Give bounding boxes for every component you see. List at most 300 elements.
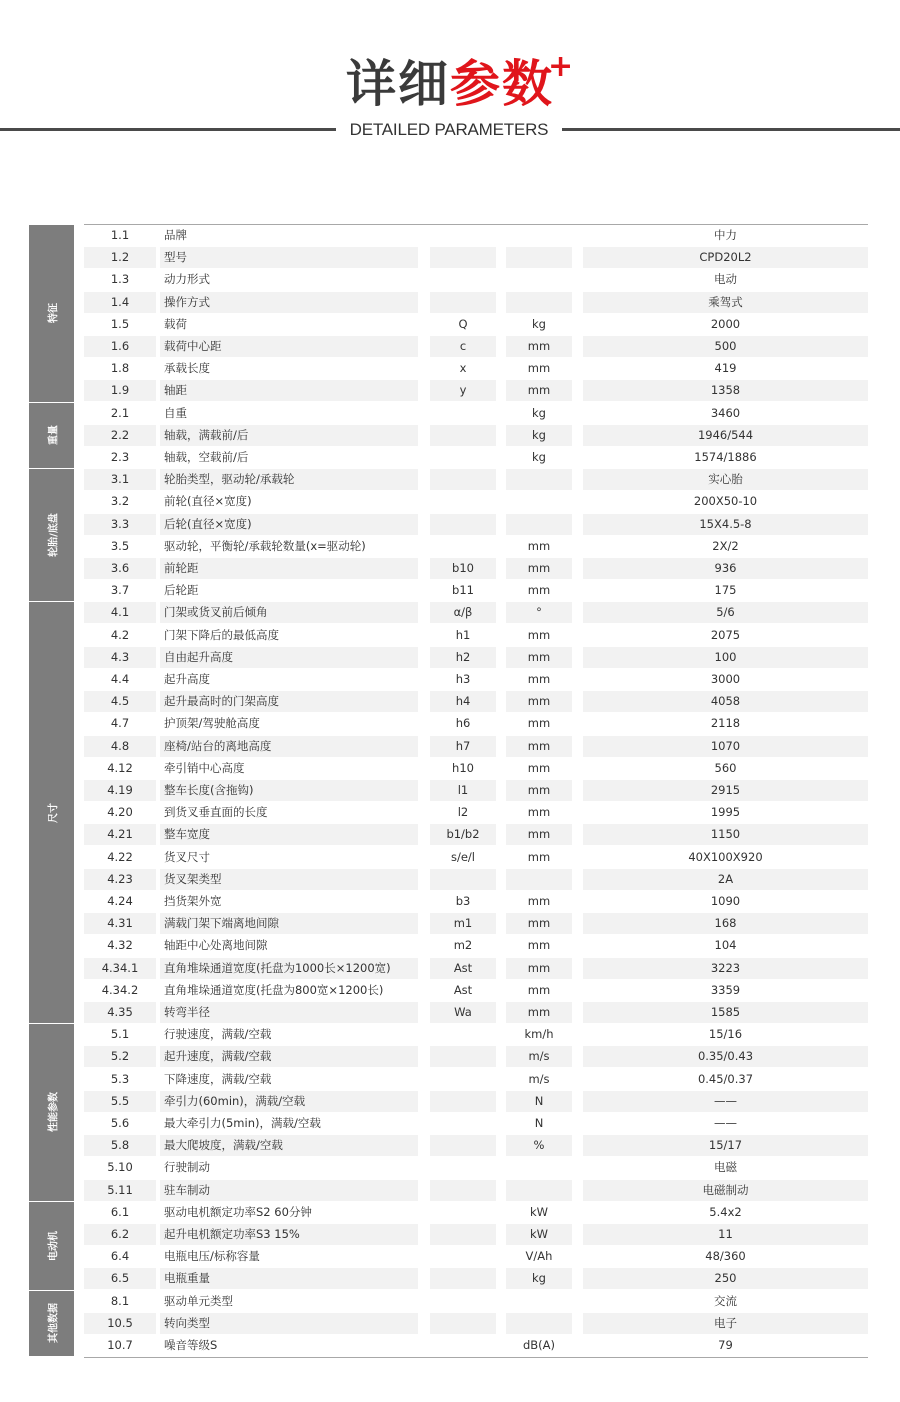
table-row bbox=[84, 1045, 868, 1067]
header-rule-left bbox=[0, 128, 336, 131]
row-unit: kg bbox=[532, 316, 546, 331]
table-row bbox=[84, 712, 868, 734]
group-label-block bbox=[29, 468, 74, 601]
table-row bbox=[84, 779, 868, 801]
row-value: 0.35/0.43 bbox=[583, 1046, 868, 1067]
row-unit bbox=[506, 292, 572, 313]
plus-icon: + bbox=[548, 49, 574, 84]
row-number: 3.7 bbox=[110, 583, 130, 598]
row-number: 6.2 bbox=[84, 1224, 156, 1245]
row-value: 电子 bbox=[583, 1313, 868, 1334]
row-name: 转弯半径 bbox=[160, 1002, 418, 1023]
row-symbol bbox=[430, 514, 496, 535]
row-number: 1.5 bbox=[110, 316, 130, 331]
row-unit: km/h bbox=[524, 1027, 554, 1042]
row-value: 48/360 bbox=[705, 1249, 746, 1264]
row-value: 15/17 bbox=[583, 1135, 868, 1156]
row-value: 200X50-10 bbox=[693, 494, 758, 509]
table-row bbox=[84, 246, 868, 268]
table-row bbox=[84, 1267, 868, 1289]
row-number: 5.11 bbox=[84, 1180, 156, 1201]
row-value: 2X/2 bbox=[712, 538, 739, 553]
row-unit: mm bbox=[527, 538, 551, 553]
row-symbol: Ast bbox=[430, 958, 496, 979]
row-value: 168 bbox=[583, 913, 868, 934]
row-symbol: h10 bbox=[452, 760, 474, 775]
row-unit: mm bbox=[527, 849, 551, 864]
table-row bbox=[84, 1068, 868, 1090]
row-unit: mm bbox=[527, 583, 551, 598]
table-row bbox=[84, 979, 868, 1001]
row-name: 行驶速度，满载/空载 bbox=[164, 1027, 272, 1042]
row-symbol: b3 bbox=[455, 894, 471, 908]
row-name: 货叉架类型 bbox=[160, 869, 418, 890]
row-unit: mm bbox=[506, 958, 572, 979]
row-name: 前轮距 bbox=[160, 558, 418, 579]
table-row bbox=[84, 313, 868, 335]
row-unit: mm bbox=[527, 982, 551, 997]
table-row bbox=[84, 1290, 868, 1312]
row-name: 直角堆垛通道宽度(托盘为1000长×1200宽) bbox=[160, 958, 418, 979]
row-number: 5.6 bbox=[110, 1116, 130, 1130]
page-subtitle: DETAILED PARAMETERS bbox=[349, 120, 549, 139]
row-unit bbox=[506, 1313, 572, 1334]
group-label: 性能参数 bbox=[48, 1092, 59, 1133]
row-name: 座椅/站台的离地高度 bbox=[160, 736, 418, 757]
row-name: 驱动电机额定功率S2 60分钟 bbox=[164, 1204, 312, 1219]
row-value: 4058 bbox=[583, 691, 868, 712]
row-number: 10.5 bbox=[84, 1313, 156, 1334]
row-value: 250 bbox=[583, 1268, 868, 1289]
table-row bbox=[84, 1090, 868, 1112]
row-unit: mm bbox=[527, 938, 551, 953]
table-row bbox=[84, 890, 868, 912]
row-value: 2118 bbox=[710, 716, 741, 731]
table-row bbox=[84, 1179, 868, 1201]
row-unit: mm bbox=[527, 361, 551, 376]
row-name: 最大牵引力(5min)，满载/空载 bbox=[164, 1116, 321, 1130]
row-name: 品牌 bbox=[164, 228, 187, 242]
row-value: 1358 bbox=[583, 380, 868, 401]
row-value: 2A bbox=[583, 869, 868, 890]
row-unit: N bbox=[534, 1116, 544, 1130]
row-symbol bbox=[430, 225, 496, 246]
row-number: 4.7 bbox=[110, 716, 130, 731]
table-row bbox=[84, 1201, 868, 1223]
row-name: 最大爬坡度，满载/空载 bbox=[160, 1135, 418, 1156]
row-symbol: b10 bbox=[430, 558, 496, 579]
row-number: 4.22 bbox=[107, 849, 133, 864]
title-dark-part: 详细 bbox=[346, 55, 450, 113]
group-label: 其他数据 bbox=[48, 1303, 59, 1344]
row-name: 起升电机额定功率S3 15% bbox=[160, 1224, 418, 1245]
row-symbol: l2 bbox=[457, 805, 469, 820]
row-value: 5/6 bbox=[583, 602, 868, 623]
row-name: 电瓶电压/标称容量 bbox=[164, 1249, 260, 1264]
row-unit: mm bbox=[527, 805, 551, 820]
row-value: 3460 bbox=[710, 405, 741, 420]
row-value: 1995 bbox=[710, 805, 741, 820]
row-symbol: y bbox=[430, 380, 496, 401]
row-number: 5.8 bbox=[84, 1135, 156, 1156]
row-name: 驱动轮，平衡轮/承载轮数量(x=驱动轮) bbox=[164, 538, 366, 553]
row-number: 4.8 bbox=[84, 736, 156, 757]
row-name: 满载门架下端离地间隙 bbox=[160, 913, 418, 934]
group-label: 重量 bbox=[48, 425, 59, 446]
row-unit: mm bbox=[506, 780, 572, 801]
row-unit: kg bbox=[506, 1268, 572, 1289]
row-unit: ° bbox=[506, 602, 572, 623]
table-row bbox=[84, 490, 868, 512]
row-value: 1150 bbox=[583, 824, 868, 845]
row-unit: mm bbox=[506, 558, 572, 579]
row-value: 1946/544 bbox=[583, 425, 868, 446]
row-unit: V/Ah bbox=[525, 1249, 553, 1264]
row-symbol bbox=[430, 1335, 496, 1356]
table-row bbox=[84, 468, 868, 490]
row-name: 电瓶重量 bbox=[160, 1268, 418, 1289]
row-number: 5.3 bbox=[110, 1071, 130, 1086]
row-symbol bbox=[430, 1313, 496, 1334]
row-value: 1090 bbox=[710, 894, 741, 908]
row-unit: mm bbox=[527, 760, 551, 775]
row-number: 2.1 bbox=[110, 405, 130, 420]
row-name: 后轮(直径×宽度) bbox=[160, 514, 418, 535]
table-row bbox=[84, 735, 868, 757]
row-number: 6.4 bbox=[110, 1249, 130, 1264]
table-row bbox=[84, 446, 868, 468]
row-number: 2.2 bbox=[84, 425, 156, 446]
row-symbol: m2 bbox=[453, 938, 473, 953]
row-symbol bbox=[430, 536, 496, 557]
table-row bbox=[84, 1001, 868, 1023]
row-name: 轴距 bbox=[160, 380, 418, 401]
table-row bbox=[84, 668, 868, 690]
row-name: 动力形式 bbox=[164, 272, 210, 287]
row-value: 15/16 bbox=[708, 1027, 743, 1042]
row-name: 轴载，空载前/后 bbox=[164, 450, 249, 464]
row-symbol: h1 bbox=[455, 627, 471, 642]
row-number: 3.2 bbox=[110, 494, 130, 509]
row-symbol bbox=[430, 247, 496, 268]
row-unit: kW bbox=[506, 1224, 572, 1245]
row-value: 936 bbox=[583, 558, 868, 579]
row-number: 4.5 bbox=[84, 691, 156, 712]
group-label-block bbox=[29, 601, 74, 1023]
row-symbol: h7 bbox=[430, 736, 496, 757]
row-number: 4.24 bbox=[107, 894, 133, 908]
row-value: 419 bbox=[714, 361, 737, 376]
group-label-block bbox=[29, 1023, 74, 1201]
row-number: 1.3 bbox=[110, 272, 130, 287]
table-row bbox=[84, 1023, 868, 1045]
row-name: 自重 bbox=[164, 405, 187, 420]
row-number: 1.2 bbox=[84, 247, 156, 268]
row-symbol bbox=[430, 1180, 496, 1201]
table-row bbox=[84, 402, 868, 424]
row-number: 4.19 bbox=[84, 780, 156, 801]
table-row bbox=[84, 268, 868, 290]
row-unit bbox=[506, 247, 572, 268]
row-number: 3.5 bbox=[110, 538, 130, 553]
row-unit: mm bbox=[527, 894, 551, 908]
row-value: 5.4x2 bbox=[709, 1204, 742, 1219]
row-unit: mm bbox=[506, 736, 572, 757]
table-row bbox=[84, 601, 868, 623]
row-symbol: b1/b2 bbox=[430, 824, 496, 845]
row-value: CPD20L2 bbox=[583, 247, 868, 268]
row-name: 操作方式 bbox=[160, 292, 418, 313]
row-name: 型号 bbox=[160, 247, 418, 268]
table-row bbox=[84, 1134, 868, 1156]
row-symbol bbox=[430, 425, 496, 446]
row-value: 2000 bbox=[710, 316, 741, 331]
row-value: 电磁制动 bbox=[583, 1180, 868, 1201]
row-name: 整车宽度 bbox=[160, 824, 418, 845]
row-name: 后轮距 bbox=[164, 583, 199, 598]
row-unit bbox=[506, 514, 572, 535]
row-value: 175 bbox=[714, 583, 737, 598]
row-unit bbox=[506, 1157, 572, 1178]
row-unit bbox=[506, 469, 572, 490]
row-symbol: Q bbox=[458, 316, 468, 331]
row-symbol bbox=[430, 1113, 496, 1134]
row-number: 4.34.1 bbox=[84, 958, 156, 979]
group-label: 电动机 bbox=[48, 1230, 59, 1261]
row-number: 1.8 bbox=[110, 361, 130, 376]
row-symbol: m1 bbox=[430, 913, 496, 934]
row-symbol: c bbox=[430, 336, 496, 357]
row-number: 1.6 bbox=[84, 336, 156, 357]
row-number: 4.35 bbox=[84, 1002, 156, 1023]
row-symbol bbox=[430, 491, 496, 512]
row-name: 起升速度，满载/空载 bbox=[160, 1046, 418, 1067]
row-value: 100 bbox=[583, 647, 868, 668]
row-symbol bbox=[430, 269, 496, 290]
row-symbol bbox=[430, 1224, 496, 1245]
row-number: 5.10 bbox=[107, 1160, 133, 1175]
row-symbol bbox=[430, 1024, 496, 1045]
row-value: 1574/1886 bbox=[694, 450, 757, 464]
row-number: 5.5 bbox=[84, 1091, 156, 1112]
row-symbol bbox=[430, 403, 496, 424]
row-unit: kg bbox=[532, 450, 546, 464]
table-bottom-border bbox=[84, 1357, 868, 1358]
row-value: 2075 bbox=[710, 627, 741, 642]
row-number: 1.1 bbox=[110, 228, 130, 242]
row-name: 载荷 bbox=[164, 316, 187, 331]
row-unit: dB(A) bbox=[522, 1338, 556, 1352]
row-value: 3000 bbox=[710, 672, 741, 686]
group-label-block bbox=[29, 402, 74, 469]
group-label-block bbox=[29, 1201, 74, 1290]
row-value: —— bbox=[583, 1091, 868, 1112]
table-row bbox=[84, 690, 868, 712]
row-value: 500 bbox=[583, 336, 868, 357]
table-row bbox=[84, 579, 868, 601]
row-number: 4.32 bbox=[107, 938, 133, 953]
row-symbol bbox=[430, 469, 496, 490]
row-unit bbox=[506, 225, 572, 246]
row-symbol: Wa bbox=[430, 1002, 496, 1023]
row-unit: mm bbox=[506, 380, 572, 401]
row-symbol bbox=[430, 1069, 496, 1090]
row-unit: mm bbox=[506, 336, 572, 357]
row-number: 5.2 bbox=[84, 1046, 156, 1067]
row-number: 3.1 bbox=[84, 469, 156, 490]
row-symbol bbox=[430, 869, 496, 890]
table-row bbox=[84, 624, 868, 646]
row-name: 载荷中心距 bbox=[160, 336, 418, 357]
row-number: 10.7 bbox=[107, 1338, 133, 1352]
table-row bbox=[84, 801, 868, 823]
row-name: 起升最高时的门架高度 bbox=[160, 691, 418, 712]
row-value: 40X100X920 bbox=[688, 849, 763, 864]
row-name: 自由起升高度 bbox=[160, 647, 418, 668]
table-row bbox=[84, 379, 868, 401]
row-unit: mm bbox=[506, 691, 572, 712]
row-symbol bbox=[430, 1091, 496, 1112]
row-unit: N bbox=[506, 1091, 572, 1112]
row-symbol: Ast bbox=[453, 982, 473, 997]
row-name: 货叉尺寸 bbox=[164, 849, 210, 864]
row-number: 4.2 bbox=[110, 627, 130, 642]
row-unit: kg bbox=[532, 405, 546, 420]
row-symbol: α/β bbox=[430, 602, 496, 623]
row-number: 3.3 bbox=[84, 514, 156, 535]
row-number: 5.1 bbox=[110, 1027, 130, 1042]
row-symbol bbox=[430, 1046, 496, 1067]
row-name: 承载长度 bbox=[164, 361, 210, 376]
row-unit: kg bbox=[506, 425, 572, 446]
group-label: 轮胎/底盘 bbox=[48, 513, 59, 558]
row-number: 4.23 bbox=[84, 869, 156, 890]
row-name: 门架或货叉前后倾角 bbox=[160, 602, 418, 623]
row-symbol bbox=[430, 1246, 496, 1267]
row-name: 整车长度(含拖钩) bbox=[160, 780, 418, 801]
table-row bbox=[84, 557, 868, 579]
row-name: 前轮(直径×宽度) bbox=[164, 494, 252, 509]
group-label: 特征 bbox=[48, 303, 59, 324]
table-row bbox=[84, 424, 868, 446]
row-value: 2915 bbox=[583, 780, 868, 801]
row-unit: mm bbox=[527, 716, 551, 731]
row-number: 6.1 bbox=[110, 1204, 130, 1219]
row-name: 转向类型 bbox=[160, 1313, 418, 1334]
row-symbol bbox=[430, 447, 496, 468]
row-symbol: h2 bbox=[430, 647, 496, 668]
row-name: 起升高度 bbox=[164, 672, 210, 686]
table-row bbox=[84, 513, 868, 535]
row-name: 轴距中心处离地间隙 bbox=[164, 938, 268, 953]
row-value: 实心胎 bbox=[583, 469, 868, 490]
row-value: 1585 bbox=[583, 1002, 868, 1023]
row-name: 牵引销中心高度 bbox=[164, 760, 245, 775]
group-label-block bbox=[29, 224, 74, 402]
row-symbol: h3 bbox=[455, 672, 471, 686]
row-value: 3223 bbox=[583, 958, 868, 979]
page-title bbox=[0, 49, 900, 116]
row-value: 104 bbox=[714, 938, 737, 953]
row-symbol bbox=[430, 1157, 496, 1178]
group-label-block bbox=[29, 1290, 74, 1357]
table-row bbox=[84, 335, 868, 357]
row-value: 560 bbox=[714, 760, 737, 775]
table-row bbox=[84, 1112, 868, 1134]
row-value: 79 bbox=[718, 1338, 733, 1352]
row-symbol: x bbox=[459, 361, 467, 376]
table-row bbox=[84, 846, 868, 868]
table-row bbox=[84, 1334, 868, 1356]
table-row bbox=[84, 1156, 868, 1178]
row-value: —— bbox=[714, 1116, 737, 1130]
row-unit: mm bbox=[527, 672, 551, 686]
group-label: 尺寸 bbox=[48, 802, 59, 823]
row-name: 轮胎类型，驱动轮/承载轮 bbox=[160, 469, 418, 490]
row-number: 3.6 bbox=[84, 558, 156, 579]
row-value: 电磁 bbox=[714, 1160, 737, 1175]
row-symbol bbox=[430, 1202, 496, 1223]
row-unit bbox=[506, 1180, 572, 1201]
row-number: 6.5 bbox=[84, 1268, 156, 1289]
row-symbol bbox=[430, 1268, 496, 1289]
row-name: 驻车制动 bbox=[160, 1180, 418, 1201]
row-symbol: l1 bbox=[430, 780, 496, 801]
row-name: 护顶架/驾驶舱高度 bbox=[164, 716, 260, 731]
row-symbol bbox=[430, 292, 496, 313]
table-row bbox=[84, 934, 868, 956]
table-row bbox=[84, 291, 868, 313]
row-name: 牵引力(60min)，满载/空载 bbox=[160, 1091, 418, 1112]
row-number: 8.1 bbox=[110, 1293, 130, 1308]
row-number: 2.3 bbox=[110, 450, 130, 464]
row-unit: m/s bbox=[506, 1046, 572, 1067]
table-row bbox=[84, 912, 868, 934]
row-name: 噪音等级S bbox=[164, 1338, 218, 1352]
row-name: 行驶制动 bbox=[164, 1160, 210, 1175]
row-value: 乘驾式 bbox=[583, 292, 868, 313]
row-value: 0.45/0.37 bbox=[697, 1071, 754, 1086]
table-row bbox=[84, 957, 868, 979]
page-header bbox=[0, 0, 900, 160]
table-row bbox=[84, 646, 868, 668]
row-value: 交流 bbox=[714, 1293, 737, 1308]
row-unit: mm bbox=[506, 647, 572, 668]
row-symbol bbox=[430, 1135, 496, 1156]
row-name: 到货叉垂直面的长度 bbox=[164, 805, 268, 820]
row-number: 4.20 bbox=[107, 805, 133, 820]
table-row bbox=[84, 823, 868, 845]
table-row bbox=[84, 535, 868, 557]
row-value: 电动 bbox=[714, 272, 737, 287]
row-unit bbox=[506, 1291, 572, 1312]
row-symbol: s/e/l bbox=[450, 849, 475, 864]
row-unit: % bbox=[506, 1135, 572, 1156]
table-row bbox=[84, 1245, 868, 1267]
table-row bbox=[84, 1223, 868, 1245]
row-unit bbox=[506, 269, 572, 290]
row-value: 3359 bbox=[710, 982, 741, 997]
row-unit: m/s bbox=[528, 1071, 550, 1086]
row-unit bbox=[506, 869, 572, 890]
row-number: 4.34.2 bbox=[101, 982, 139, 997]
table-row bbox=[84, 868, 868, 890]
row-unit: mm bbox=[506, 1002, 572, 1023]
row-number: 4.4 bbox=[110, 672, 130, 686]
table-row bbox=[84, 224, 868, 246]
table-row bbox=[84, 757, 868, 779]
row-number: 4.21 bbox=[84, 824, 156, 845]
